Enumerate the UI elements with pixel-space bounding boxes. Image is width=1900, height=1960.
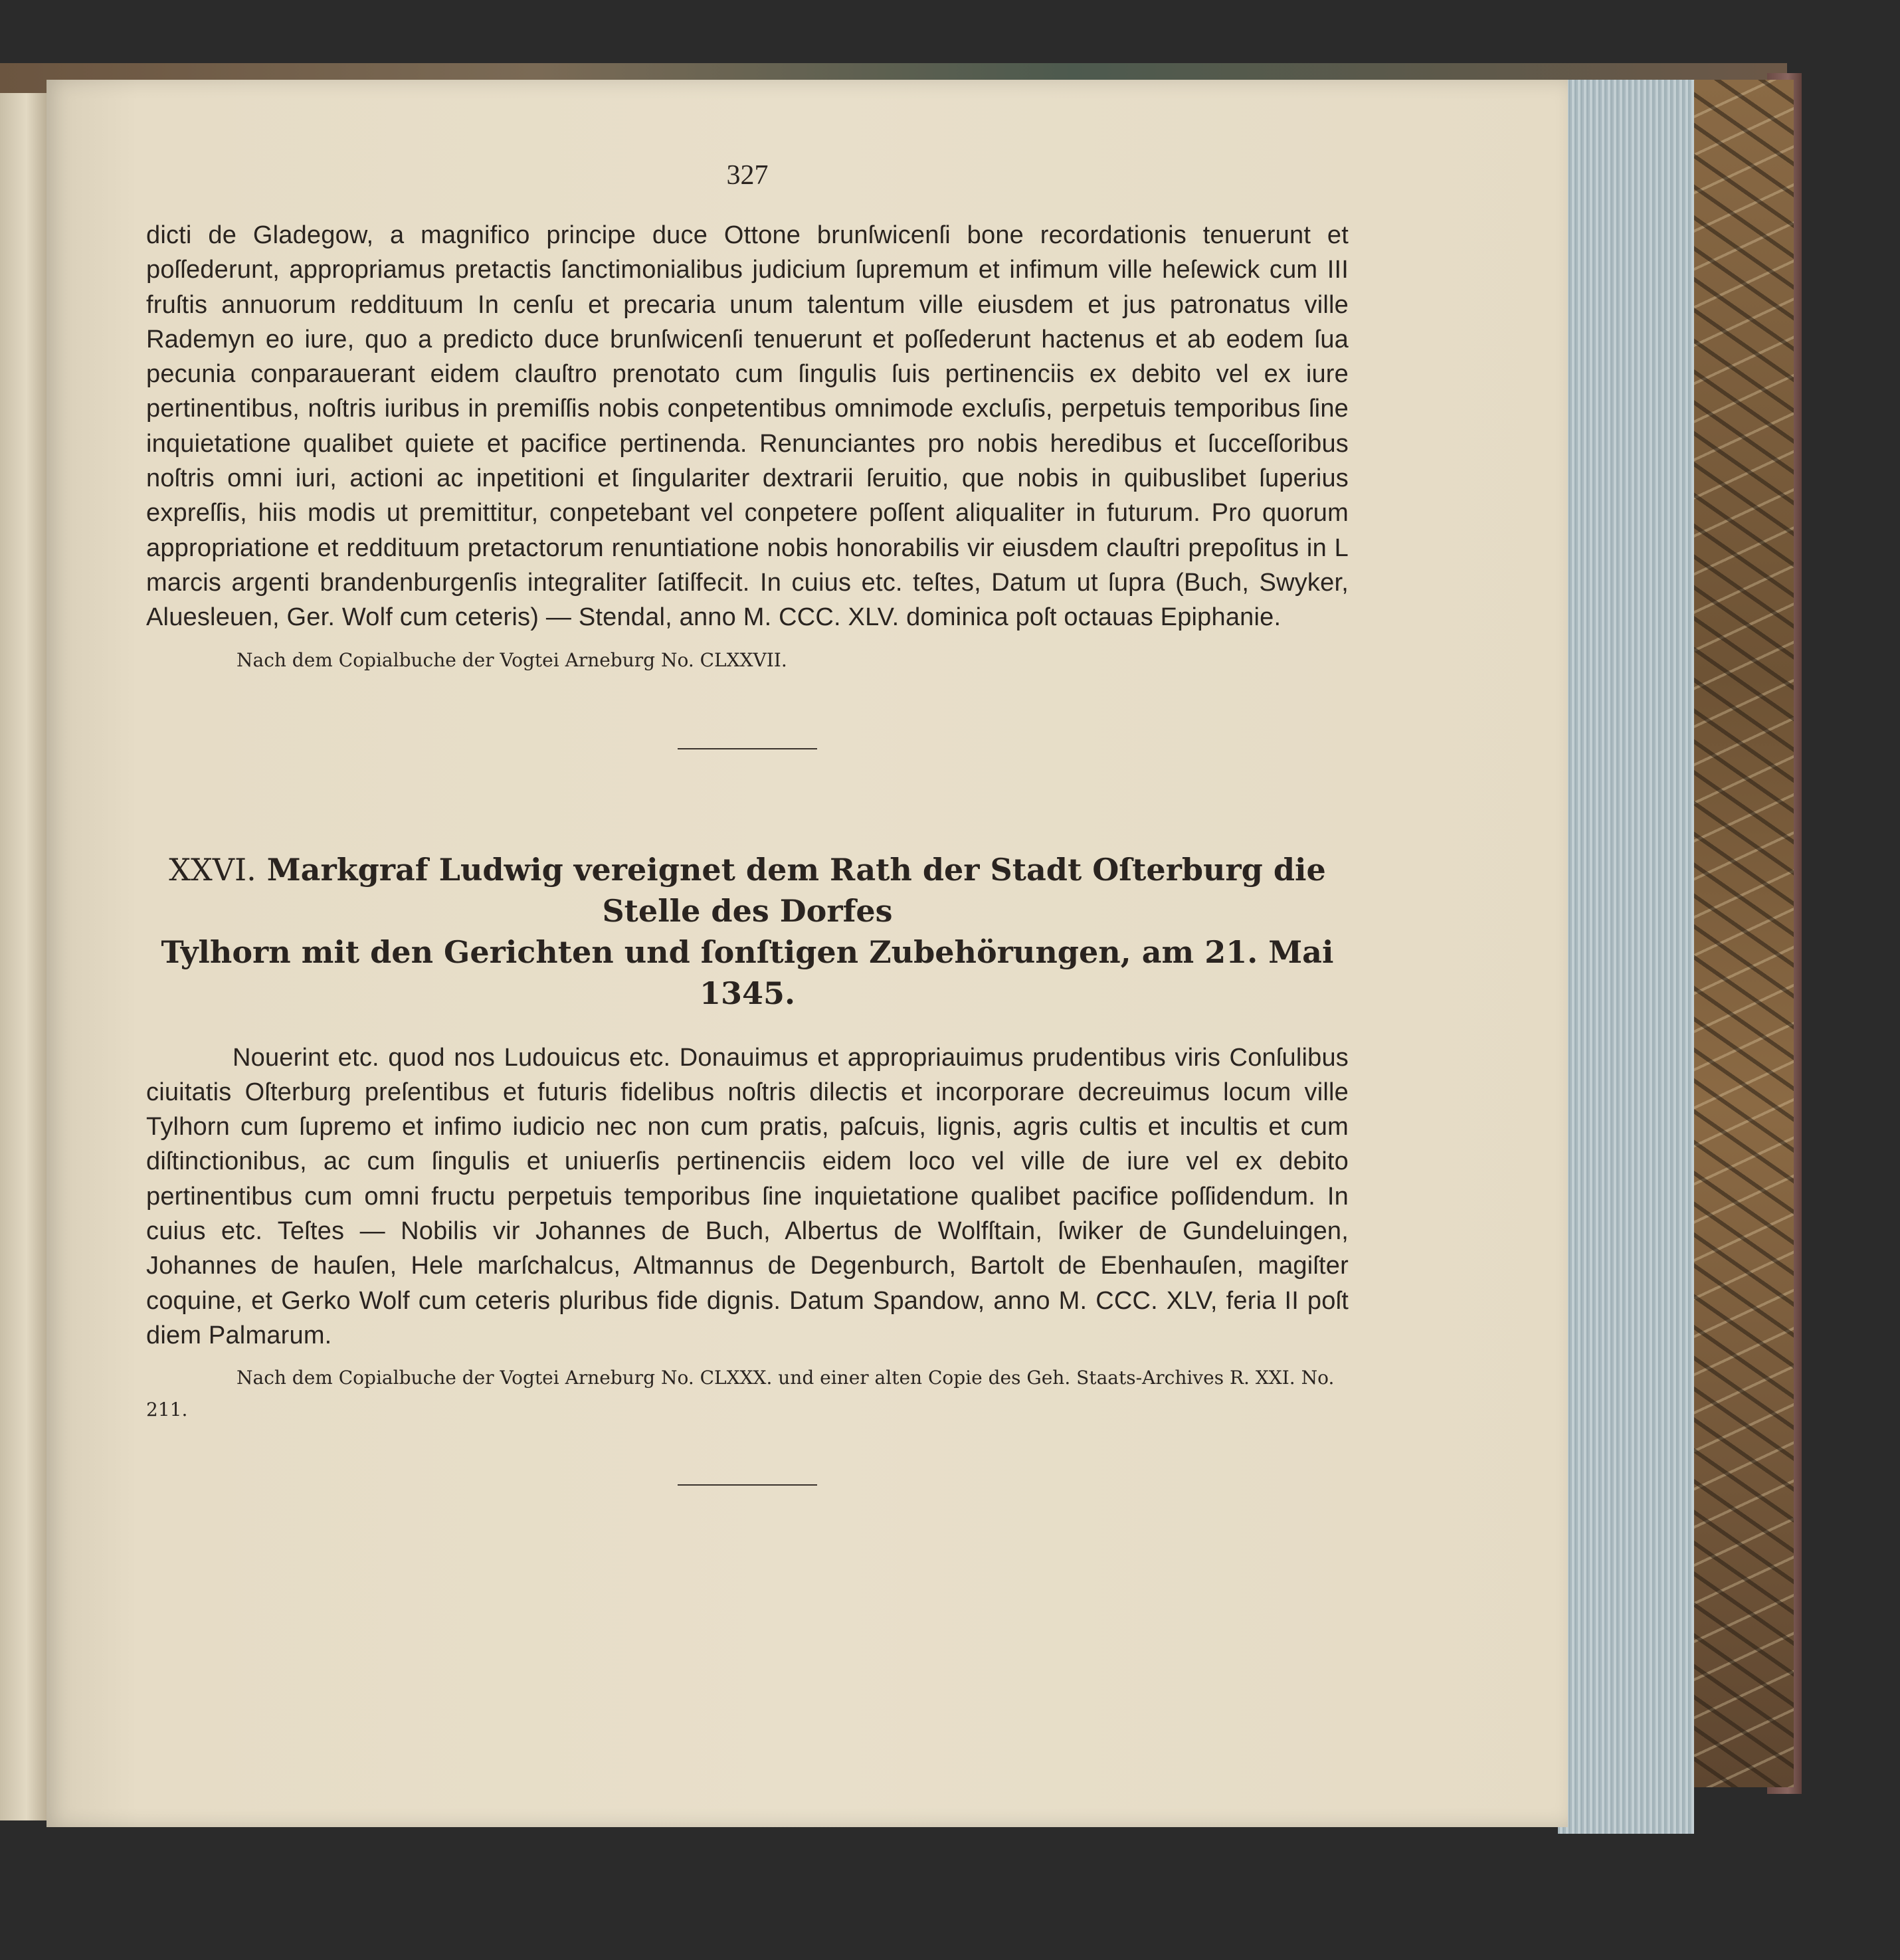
- document-2-heading: [146, 849, 1349, 1014]
- page-edges: [1558, 80, 1694, 1834]
- page-content: [146, 159, 1349, 1486]
- section-divider-end: [678, 1484, 817, 1486]
- document-2-text: Nouerint etc. quod nos Ludouicus etc. Donauimus et appropriauimus prudentibus viris Conſulibus ciuitatis Oſterburg preſentibus et futuris fidelibus noſtris dilectis et incorporare decreuimus locum ville Tylhorn cum ſupremo et infimo iudicio nec non cum pratis, paſcuis, lignis, agris cultis et incultis et cum diſtinctionibus, ac cum ſingulis et uniuerſis pertinenciis eidem loco vel ville de iure vel ex debito pertinentibus cum omni fructu perpetuis temporibus ſine inquietatione qualibet pacifice poſſidendum. In cuius etc. Teſtes — Nobilis vir Johannes de Buch, Albertus de Wolfſtain, ſwiker de Gundeluingen, Johannes de hauſen, Hele marſchalcus, Altmannus de Degenburch, Bartolt de Ebenhauſen, magiſter coquine, et Gerko Wolf cum ceteris pluribus fide dignis. Datum Spandow, anno M. CCC. XLV, feria II poſt diem Palmarum.: [146, 1043, 1349, 1349]
- page-number: 327: [726, 160, 769, 191]
- marbled-cover: [1687, 80, 1794, 1787]
- heading-line-1: Markgraf Ludwig vereignet dem Rath der Stadt Oſterburg die Stelle des Dorfes: [266, 851, 1326, 929]
- document-2-source: Nach dem Copialbuche der Vogtei Arneburg No. CLXXX. und einer alten Copie des Geh. Staats-Archives R. XXI. No. 211.: [146, 1367, 1335, 1421]
- heading-line-2: Tylhorn mit den Gerichten und ſonſtigen Zubehörungen, am 21. Mai 1345.: [161, 933, 1334, 1011]
- section-divider: [678, 748, 817, 749]
- left-page-edge: [0, 93, 48, 1820]
- document-1-source: Nach dem Copialbuche der Vogtei Arneburg No. CLXXVII.: [237, 648, 787, 671]
- document-1-text: dicti de Gladegow, a magnifico principe duce Ottone brunſwicenſi bone recordationis tenuerunt et poſſederunt, appropriamus pretactis ſanctimonialibus judicium ſupremum et infimum ville heſewick cum III fruſtis annuorum reddituum In cenſu et precaria unum talentum ville eiusdem et jus patronatus ville Rademyn eo iure, quo a predicto duce brunſwicenſi tenuerunt et poſſederunt hactenus et ab eodem ſua pecunia conparauerant eidem clauſtro prenotato cum ſingulis ſuis pertinenciis ex debito vel ex iure pertinentibus, noſtris iuribus in premiſſis nobis conpetentibus omnimode excluſis, perpetuis temporibus ſine inquietatione qualibet quiete et pacifice pertinenda. Renunciantes pro nobis heredibus et ſucceſſoribus noſtris omni iuri, actioni ac inpetitioni et ſingulariter dextrarii ſeruitio, que nobis in quibuslibet ſuperius expreſſis, hiis modis ut premittitur, conpetebant vel conpetere poſſent aliqualiter in futurum. Pro quorum appropriatione et reddituum pretactorum renuntiatione nobis honorabilis vir eiusdem clauſtri prepoſitus in L marcis argenti brandenburgenſis integraliter ſatiſfecit. In cuius etc. teſtes, Datum ut ſupra (Buch, Swyker, Aluesleuen, Ger. Wolf cum ceteris) — Stendal, anno M. CCC. XLV. dominica poſt octauas Epiphanie.: [146, 221, 1349, 632]
- heading-number: XXVI.: [169, 851, 256, 888]
